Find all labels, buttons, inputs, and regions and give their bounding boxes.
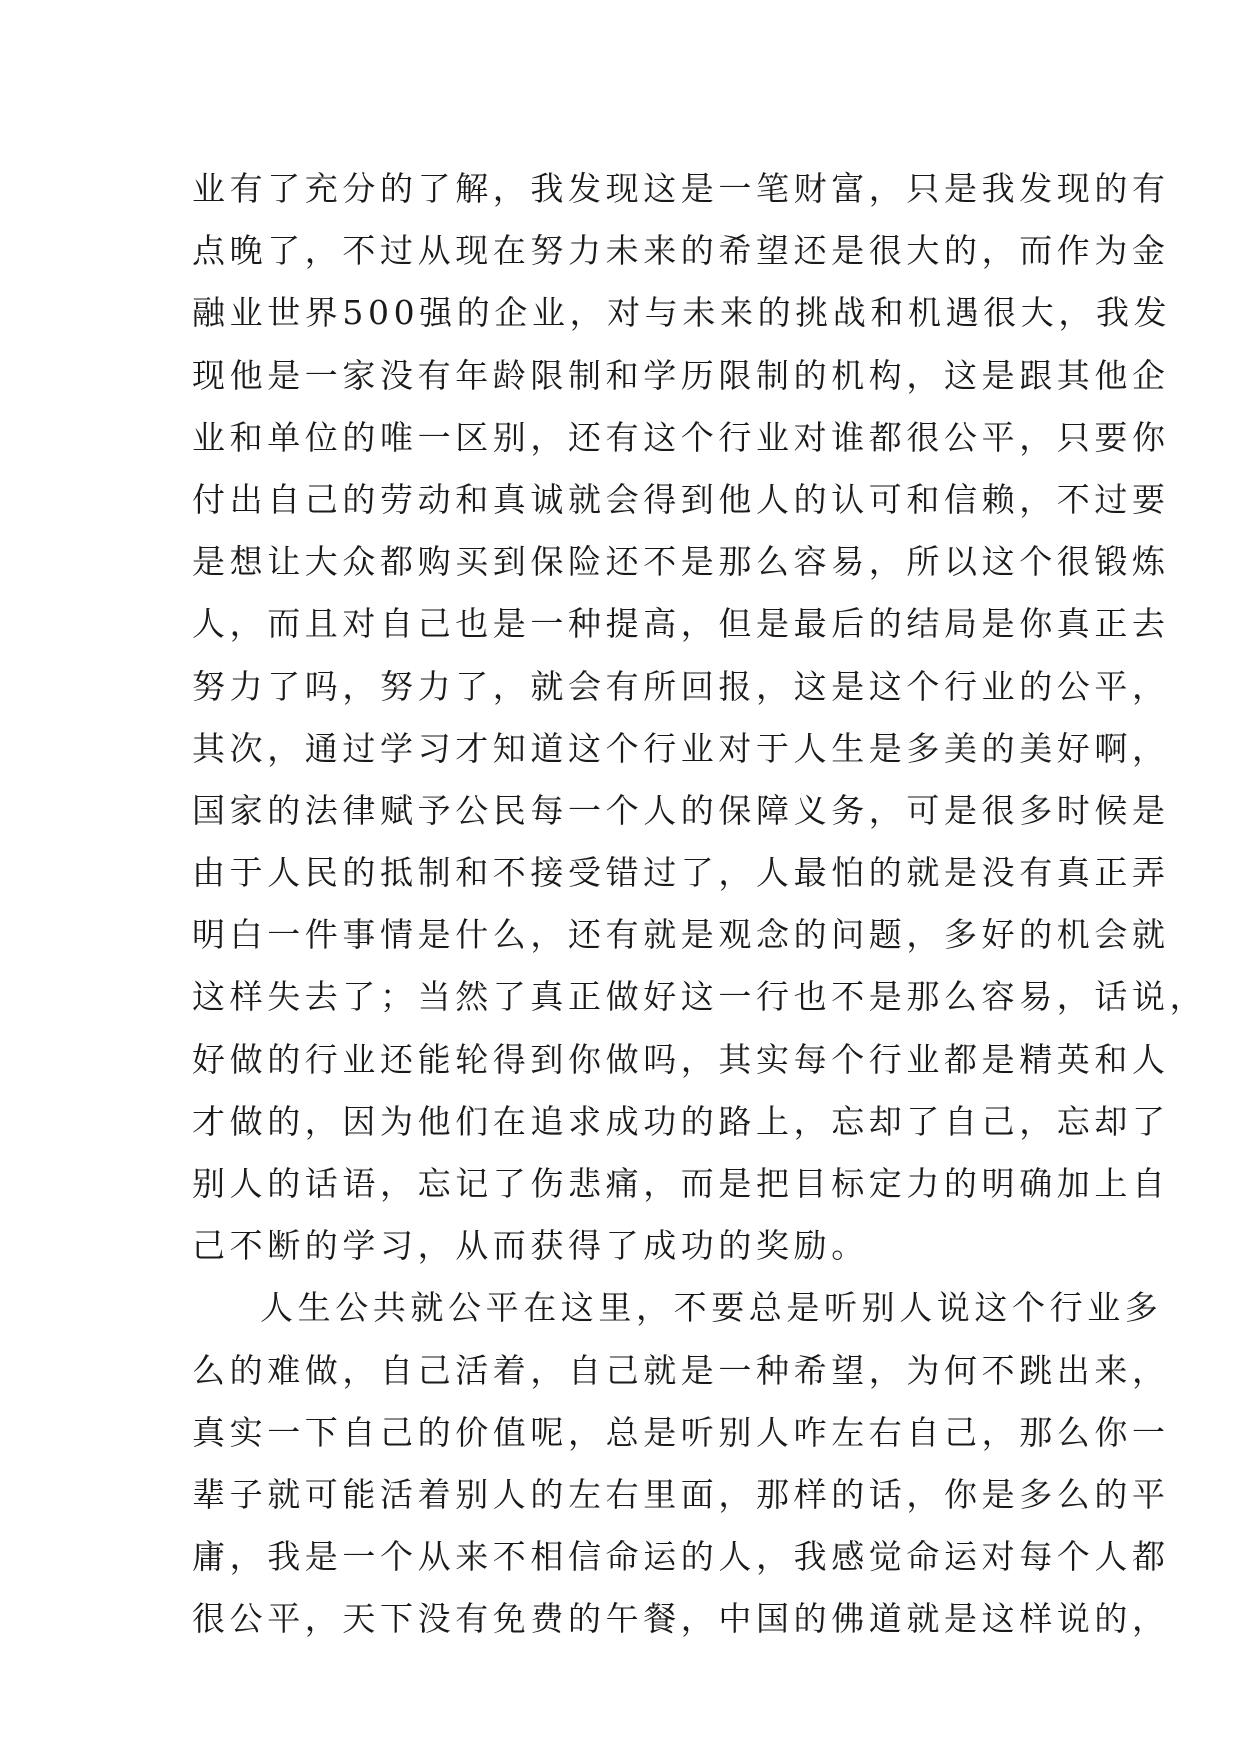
text-line: 由于人民的抵制和不接受错过了，人最怕的就是没有真正弄 [192,853,1170,893]
text-line: 好做的行业还能轮得到你做吗，其实每个行业都是精英和人 [192,1039,1170,1079]
text-line: 点晚了，不过从现在努力未来的希望还是很大的，而作为金 [192,231,1170,271]
text-line: 明白一件事情是什么，还有就是观念的问题，多好的机会就 [192,915,1170,955]
text-line: 付出自己的劳动和真诚就会得到他人的认可和信赖，不过要 [192,479,1170,519]
text-line: 别人的话语，忘记了伤悲痛，而是把目标定力的明确加上自 [192,1164,1170,1203]
text-line: 很公平，天下没有免费的午餐，中国的佛道就是这样说的， [192,1599,1170,1639]
text-line: 国家的法律赋予公民每一个人的保障义务，可是很多时候是 [192,790,1170,830]
text-line: 这样失去了；当然了真正做好这一行也不是那么容易，话说， [192,977,1208,1017]
text-line: 其次，通过学习才知道这个行业对于人生是多美的美好啊， [192,728,1170,768]
text-line: 是想让大众都购买到保险还不是那么容易，所以这个很锻炼 [192,542,1170,582]
text-line: 己不断的学习，从而获得了成功的奖励。 [192,1226,869,1266]
text-line: 业和单位的唯一区别，还有这个行业对谁都很公平，只要你 [192,417,1170,457]
text-line: 融业世界500强的企业，对与未来的挑战和机遇很大，我发 [192,293,1172,333]
text-line: 努力了吗，努力了，就会有所回报，这是这个行业的公平， [192,666,1170,706]
text-line: 才做的，因为他们在追求成功的路上，忘却了自己，忘却了 [192,1101,1170,1141]
text-line: 真实一下自己的价值呢，总是听别人咋左右自己，那么你一 [192,1412,1170,1452]
text-line: 庸，我是一个从来不相信命运的人，我感觉命运对每个人都 [192,1537,1170,1577]
paragraph-first-line: 人生公共就公平在这里，不要总是听别人说这个行业多 [260,1288,1163,1328]
text-line: 现他是一家没有年龄限制和学历限制的机构，这是跟其他企 [192,355,1170,395]
text-line: 么的难做，自己活着，自己就是一种希望，为何不跳出来， [192,1350,1170,1390]
text-line: 业有了充分的了解，我发现这是一笔财富，只是我发现的有 [192,169,1170,208]
body-text [192,158,1208,1651]
text-line: 人，而且对自己也是一种提高，但是最后的结局是你真正去 [192,604,1170,644]
text-line: 辈子就可能活着别人的左右里面，那样的话，你是多么的平 [192,1474,1170,1514]
